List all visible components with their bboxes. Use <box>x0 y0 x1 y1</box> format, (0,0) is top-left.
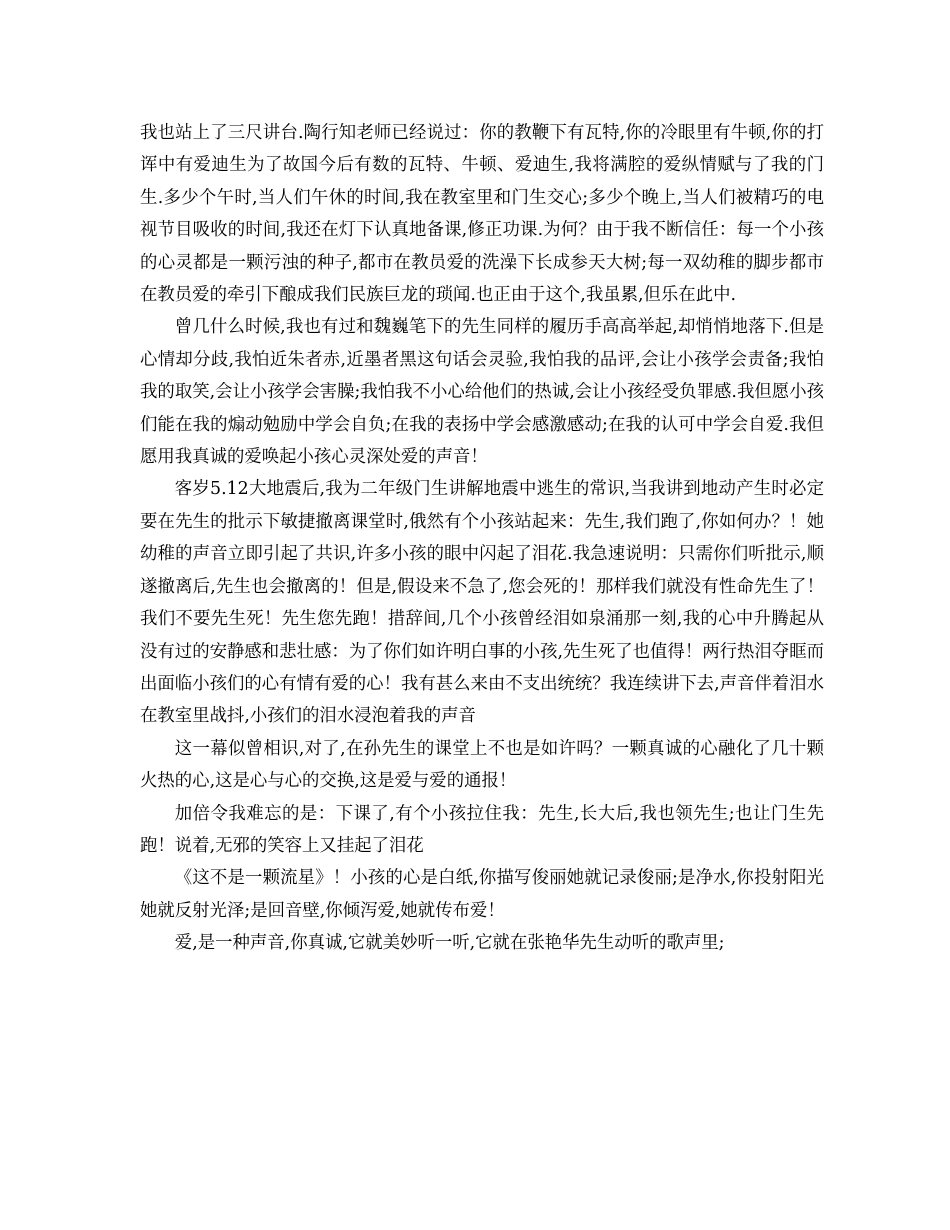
paragraph-6: 《这不是一颗流星》！小孩的心是白纸,你描写俊丽她就记录俊丽;是净水,你投射阳光她就反射光泽;是回音壁,你倾泻爱,她就传布爱！ <box>140 868 824 921</box>
paragraph-3: 客岁5.12大地震后,我为二年级门生讲解地震中逃生的常识,当我讲到地动产生时必定要在先生的批示下敏捷撤离课堂时,俄然有个小孩站起来：先生,我们跑了,你如何办？！她幼稚的声音立即引起了共识,许多小孩的眼中闪起了泪花.我急速说明：只需你们听批示,顺遂撤离后,先生也会撤离的！但是,假设来不急了,您会死的！那样我们就没有性命先生了！我们不要先生死！先生您先跑！措辞间,几个小孩曾经泪如泉涌那一刻,我的心中升腾起从没有过的安静感和悲壮感：为了你们如许明白事的小孩,先生死了也值得！两行热泪夺眶而出面临小孩们的心有情有爱的心！我有甚么来由不支出统统？我连续讲下去,声音伴着泪水在教室里战抖,小孩们的泪水浸泡着我的声音 <box>140 479 824 727</box>
document-body <box>140 117 824 960</box>
paragraph-2: 曾几什么时候,我也有过和魏巍笔下的先生同样的履历手高高举起,却悄悄地落下.但是心情却分歧,我怕近朱者赤,近墨者黑这句话会灵验,我怕我的品评,会让小孩学会责备;我怕我的取笑,会让小孩学会害臊;我怕我不小心给他们的热诚,会让小孩经受负罪感.我但愿小孩们能在我的煽动勉励中学会自负;在我的表扬中学会感激感动;在我的认可中学会自爱.我但愿用我真诚的爱唤起小孩心灵深处爱的声音！ <box>140 317 824 468</box>
paragraph-5: 加倍令我难忘的是：下课了,有个小孩拉住我：先生,长大后,我也领先生;也让门生先跑！说着,无邪的笑容上又挂起了泪花 <box>140 803 824 856</box>
paragraph-4: 这一幕似曾相识,对了,在孙先生的课堂上不也是如许吗？一颗真诚的心融化了几十颗火热的心,这是心与心的交换,这是爱与爱的通报！ <box>140 738 824 792</box>
paragraph-7: 爱,是一种声音,你真诚,它就美妙听一听,它就在张艳华先生动听的歌声里; <box>174 933 725 954</box>
paragraph-1: 我也站上了三尺讲台.陶行知老师已经说过：你的教鞭下有瓦特,你的冷眼里有牛顿,你的打诨中有爱迪生为了故国今后有数的瓦特、牛顿、爱迪生,我将满腔的爱纵情赋与了我的门生.多少个午时,当人们午休的时间,我在教室里和门生交心;多少个晚上,当人们被精巧的电视节目吸收的时间,我还在灯下认真地备课,修正功课.为何？由于我不断信任：每一个小孩的心灵都是一颗污浊的种子,都市在教员爱的洗澡下长成参天大树;每一双幼稚的脚步都市在教员爱的牵引下酿成我们民族巨龙的琐闻.也正由于这个,我虽累,但乐在此中. <box>140 123 824 306</box>
